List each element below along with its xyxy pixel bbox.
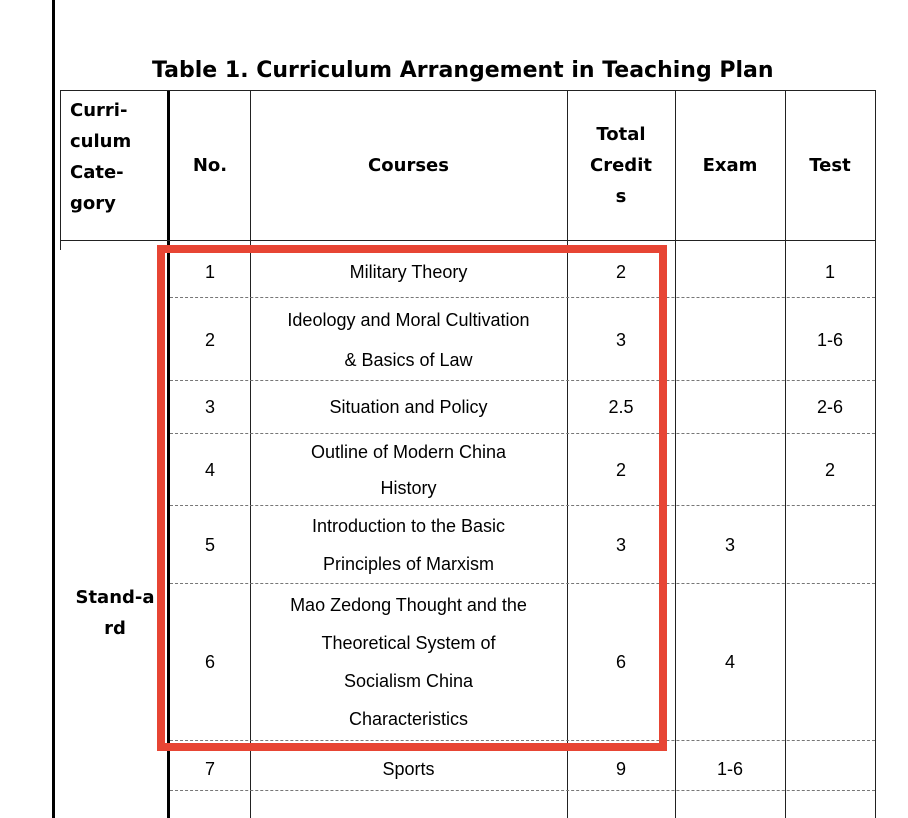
header-category-line: gory [70, 193, 116, 214]
row-3-no: 3 [204, 397, 215, 417]
header-category-line: Curri- [70, 100, 128, 121]
row-4-no: 4 [204, 460, 215, 480]
row-1-credits: 2 [615, 262, 626, 282]
row-1-test: 1 [824, 262, 835, 282]
row-4-test: 2 [824, 460, 835, 480]
row-1-exam [675, 247, 785, 297]
row-5-test [785, 506, 875, 584]
row-2-test: 1-6 [816, 330, 843, 350]
row-4-credits: 2 [615, 460, 626, 480]
row-1-no: 1 [204, 262, 215, 282]
category-line: Stand-a [75, 587, 155, 608]
category-line: rd [104, 618, 126, 639]
course-line: History [380, 478, 437, 498]
row-6-test [785, 584, 875, 740]
highlight-box [157, 245, 667, 751]
grid-line [875, 90, 876, 818]
row-7-no: 7 [204, 759, 215, 779]
header-credits-line: Credit [590, 154, 652, 176]
row-2-no: 2 [204, 330, 215, 350]
row-4-exam [675, 434, 785, 506]
row-6-exam: 4 [724, 652, 735, 672]
course-line: Mao Zedong Thought and the [290, 595, 527, 615]
header-category-line: culum [70, 131, 132, 152]
header-category-line: Cate- [70, 162, 124, 183]
row-5-exam: 3 [724, 535, 735, 555]
table-title: Table 1. Curriculum Arrangement in Teaching Plan [152, 58, 774, 83]
row-7-exam: 1-6 [716, 759, 743, 779]
course-line: & Basics of Law [344, 350, 473, 370]
row-5-credits: 3 [615, 535, 626, 555]
grid-line [60, 240, 875, 241]
header-test: Test [809, 154, 851, 176]
course-line: Ideology and Moral Cultivation [287, 310, 530, 330]
row-7-course: Sports [382, 759, 435, 779]
row-5-no: 5 [204, 535, 215, 555]
row-7-credits: 9 [615, 759, 626, 779]
category-standard [60, 578, 170, 648]
course-line: Outline of Modern China [310, 442, 507, 462]
row-6-no: 6 [204, 652, 215, 672]
row-3-exam [675, 381, 785, 433]
row-1-course: Military Theory [349, 262, 468, 282]
course-line: Theoretical System of [321, 633, 496, 653]
header-credits-line: Total [596, 123, 646, 145]
row-7-test [785, 745, 875, 793]
course-line: Characteristics [348, 709, 469, 729]
row-6-credits: 6 [615, 652, 626, 672]
row-2-credits: 3 [615, 330, 626, 350]
header-total-credits [567, 90, 675, 240]
row-3-credits: 2.5 [608, 397, 634, 417]
row-2-exam [675, 300, 785, 380]
header-no: No. [192, 154, 228, 176]
header-exam: Exam [702, 154, 758, 176]
course-line: Socialism China [343, 671, 474, 691]
course-line: Introduction to the Basic [311, 516, 506, 536]
course-line: Principles of Marxism [322, 554, 495, 574]
row-3-test: 2-6 [816, 397, 843, 417]
header-category [60, 95, 167, 243]
page-edge-rule [52, 0, 55, 818]
header-credits-line: s [615, 185, 627, 207]
row-3-course: Situation and Policy [329, 397, 488, 417]
header-courses: Courses [368, 154, 449, 176]
